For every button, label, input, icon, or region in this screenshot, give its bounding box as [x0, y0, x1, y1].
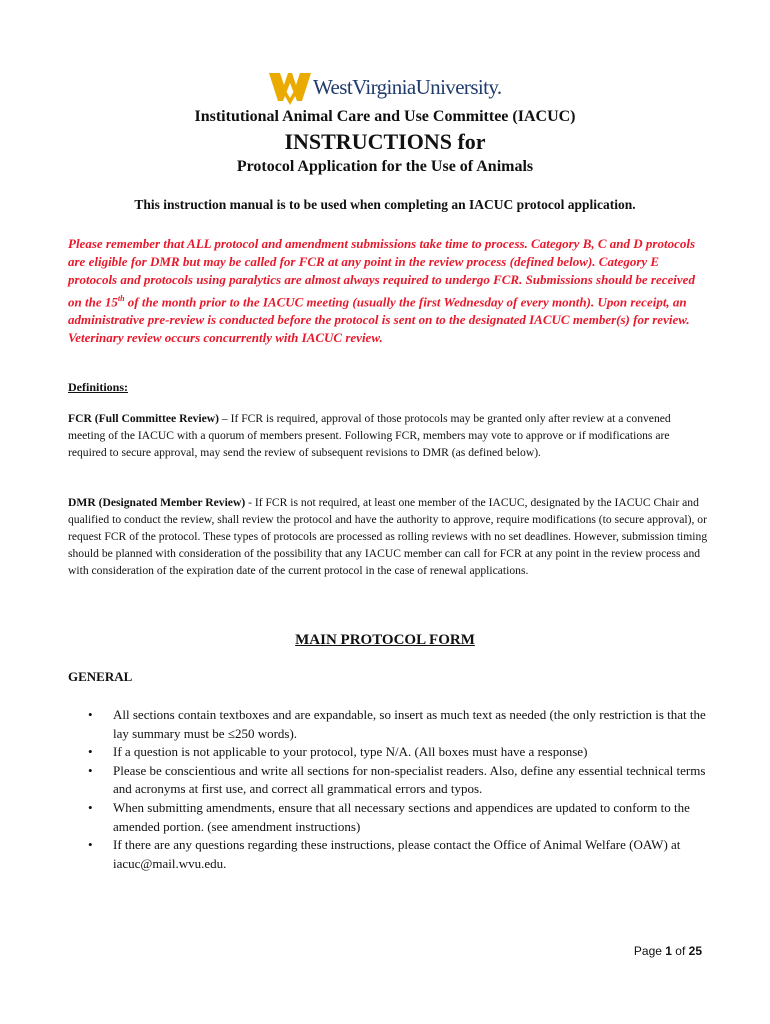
- intro-text: This instruction manual is to be used when completing an IACUC protocol application.: [134, 197, 636, 212]
- wvu-logo: [268, 66, 508, 108]
- dmr-definition: [68, 495, 708, 580]
- definitions-heading: Definitions:: [68, 380, 128, 394]
- warning-superscript: th: [117, 293, 125, 303]
- bullet-icon: •: [88, 707, 93, 722]
- dmr-text: - If FCR is not required, at least one member of the IACUC, designated by the IACUC Chair and qualified to conduct the review, shall review the protocol and have the authority to approve, require modifications (to secure approval), or request FCR of the protocol. These types of protocols are processed as rolling reviews with no set deadlines. However, submission timing should be planned with consideration of the possibility that any IACUC member can call for FCR at any point in the review process and with consideration of the expiration date of the current protocol in the case of renewal applications.: [68, 496, 708, 577]
- bullet-text: Please be conscientious and write all sections for non-specialist readers. Also, define any essential technical terms and acronyms at first use, and correct all grammatical errors and typos.: [113, 762, 706, 797]
- list-item: [88, 706, 708, 743]
- logo-text: WestVirginiaUniversity.: [313, 74, 502, 99]
- bullet-text: If a question is not applicable to your protocol, type N/A. (All boxes must have a response): [113, 744, 588, 760]
- total-pages: 25: [688, 944, 702, 958]
- list-item: [88, 836, 708, 873]
- bullet-text: If there are any questions regarding these instructions, please contact the Office of Animal Welfare (OAW) at iacuc@mail.wvu.edu.: [113, 837, 681, 871]
- general-heading: GENERAL: [68, 669, 133, 684]
- bullet-icon: •: [88, 744, 93, 760]
- page-word: Page: [633, 944, 666, 958]
- warning-text-start: Please remember that ALL protocol and amendment submissions take time to process. Category B, C and D protocols are eligible for DMR but may be called for FCR at any point in the review process (defined below). Category E protocols and protocols using paralytics are almost always required to undergo FCR. Submissions should be received on the 15: [68, 236, 696, 309]
- bullet-icon: •: [88, 799, 93, 815]
- main-form-title: MAIN PROTOCOL FORM: [295, 632, 475, 648]
- fcr-definition: [68, 411, 708, 462]
- bullet-text: When submitting amendments, ensure that all necessary sections and appendices are updated to conform to the amended portion. (see amendment instructions): [113, 799, 690, 834]
- of-word: of: [671, 944, 689, 958]
- fcr-term: FCR (Full Committee Review): [68, 412, 219, 425]
- committee-heading: Institutional Animal Care and Use Committee (IACUC): [194, 108, 576, 125]
- warning-paragraph: [68, 235, 708, 348]
- current-page: 1: [665, 944, 672, 958]
- warning-text-end: of the month prior to the IACUC meeting (usually the first Wednesday of every month). Upon receipt, an administrative pre-review is conducted before the protocol is sent on to the designated IACUC member(s) for review. Veterinary review occurs concurrently with IACUC review.: [68, 293, 690, 346]
- fcr-text: – If FCR is required, approval of those protocols may be granted only after review at a convened meeting of the IACUC with a quorum of members present. Following FCR, members may vote to approve or if modifications are required to secure approval, may send the review of subsequent revisions to DMR (as defined below).: [68, 412, 671, 459]
- bullet-icon: •: [88, 762, 93, 778]
- page-number: [634, 944, 702, 958]
- list-item: [88, 799, 708, 836]
- general-bullet-list: [88, 706, 708, 873]
- list-item: [88, 743, 708, 762]
- page-title: INSTRUCTIONS for: [284, 129, 486, 154]
- list-item: [88, 762, 708, 799]
- page-subtitle: Protocol Application for the Use of Animals: [236, 158, 534, 175]
- bullet-icon: •: [88, 837, 93, 853]
- bullet-text: All sections contain textboxes and are expandable, so insert as much text as needed (the only restriction is that the lay summary must be ≤250 words).: [113, 707, 706, 741]
- dmr-term: DMR (Designated Member Review): [68, 496, 246, 509]
- wv-logo-icon: [268, 67, 312, 107]
